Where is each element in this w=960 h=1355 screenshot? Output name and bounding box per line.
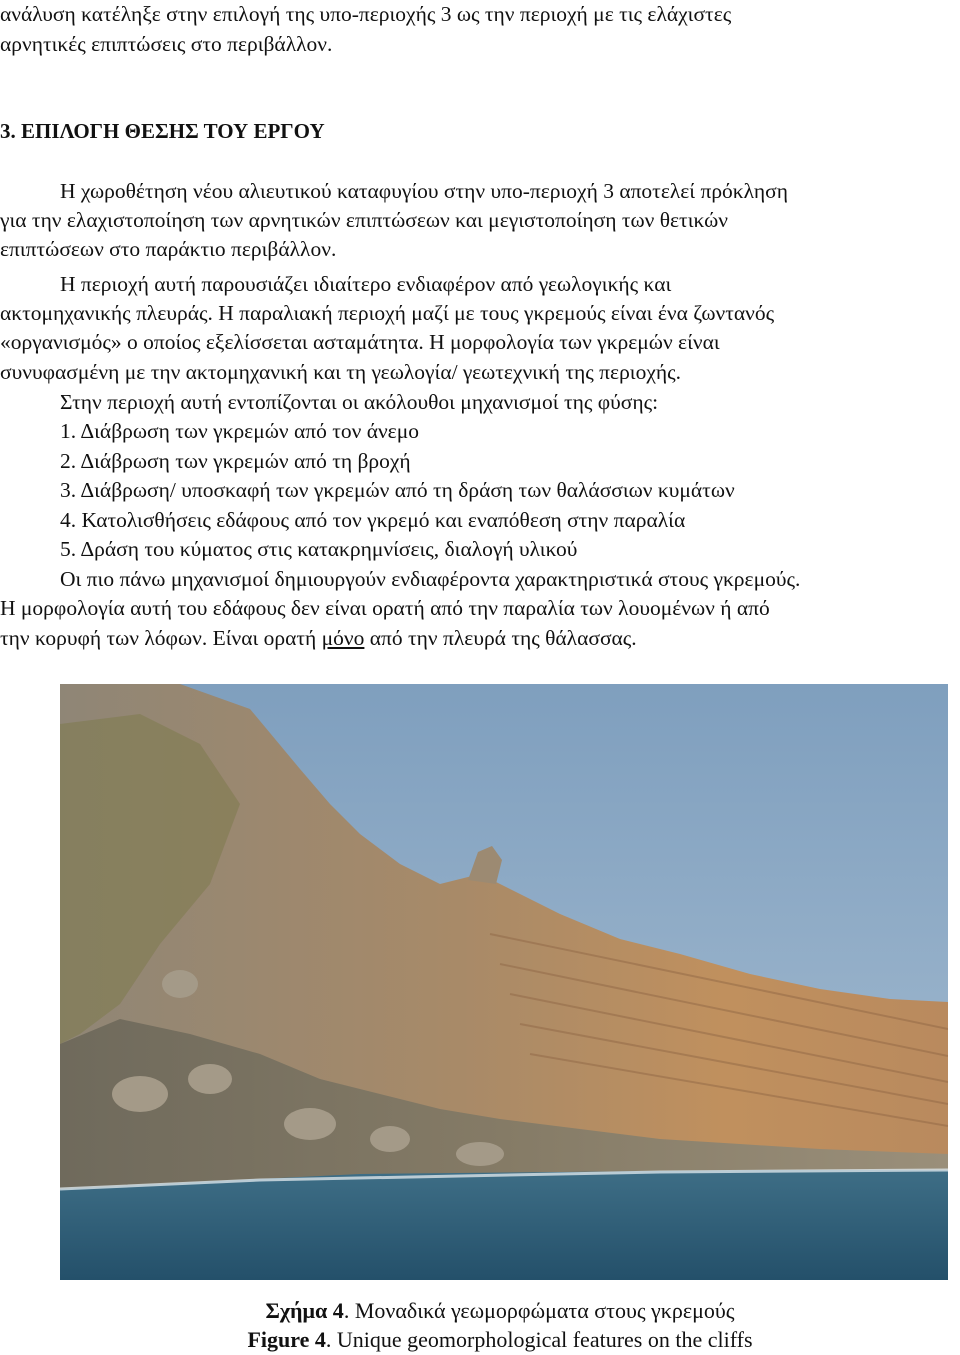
para3-line-3-end: από την πλευρά της θάλασσας. [364, 626, 637, 650]
sea [60, 1170, 948, 1280]
list-item-3: 3. Διάβρωση/ υποσκαφή των γκρεμών από τη δράση των θαλάσσιων κυμάτων [60, 478, 735, 502]
para2-line-3: «οργανισμός» ο οποίος εξελίσσεται ασταμάτητα. Η μορφολογία των γκρεμών είναι [0, 330, 720, 354]
section-heading: 3. ΕΠΙΛΟΓΗ ΘΕΣΗΣ ΤΟΥ ΕΡΓΟΥ [0, 119, 325, 143]
underlined-word: μόνο [321, 626, 365, 650]
caption-greek-label: Σχήμα 4 [265, 1298, 344, 1323]
intro-line-2: αρνητικές επιπτώσεις στο περιβάλλον. [0, 32, 333, 56]
para3-line-2: Η μορφολογία αυτή του εδάφους δεν είναι ορατή από την παραλία των λουομένων ή από [0, 596, 770, 620]
para3-line-1: Οι πιο πάνω μηχανισμοί δημιουργούν ενδιαφέροντα χαρακτηριστικά στους γκρεμούς. [60, 567, 801, 591]
para2-line-1: Η περιοχή αυτή παρουσιάζει ιδιαίτερο ενδιαφέρον από γεωλογικής και [60, 272, 672, 296]
para2-line-2: ακτομηχανικής πλευράς. Η παραλιακή περιοχή μαζί με τους γκρεμούς είναι ένα ζωντανός [0, 301, 775, 325]
para3-line-3-text: την κορυφή των λόφων. Είναι ορατή [0, 626, 322, 650]
list-item-5: 5. Δράση του κύματος στις κατακρημνίσεις, διαλογή υλικού [60, 537, 578, 561]
para2-line-5: Στην περιοχή αυτή εντοπίζονται οι ακόλουθοι μηχανισμοί της φύσης: [60, 390, 659, 414]
caption-english-text: . Unique geomorphological features on the cliffs [325, 1327, 753, 1352]
para2-line-4: συνυφασμένη με την ακτομηχανική και τη γεωλογία/ γεωτεχνική της περιοχής. [0, 360, 682, 384]
para1-line-2: για την ελαχιστοποίηση των αρνητικών επιπτώσεων και μεγιστοποίηση των θετικών [0, 208, 728, 232]
para1-line-3: επιπτώσεων στο παράκτιο περιβάλλον. [0, 237, 337, 261]
caption-greek [0, 1297, 960, 1325]
list-item-4: 4. Κατολισθήσεις εδάφους από τον γκρεμό και εναπόθεση στην παραλία [60, 508, 686, 532]
para3-line-3 [0, 624, 960, 652]
caption-english [0, 1326, 960, 1354]
list-item-1: 1. Διάβρωση των γκρεμών από τον άνεμο [60, 419, 419, 443]
cliff-photo [60, 684, 948, 1280]
caption-greek-text: . Μοναδικά γεωμορφώματα στους γκρεμούς [343, 1298, 735, 1323]
para1-line-1: Η χωροθέτηση νέου αλιευτικού καταφυγίου στην υπο-περιοχή 3 αποτελεί πρόκληση [60, 179, 788, 203]
intro-line-1: ανάλυση κατέληξε στην επιλογή της υπο-περιοχής 3 ως την περιοχή με τις ελάχιστες [0, 2, 732, 26]
list-item-2: 2. Διάβρωση των γκρεμών από τη βροχή [60, 449, 411, 473]
caption-english-label: Figure 4 [247, 1327, 326, 1352]
